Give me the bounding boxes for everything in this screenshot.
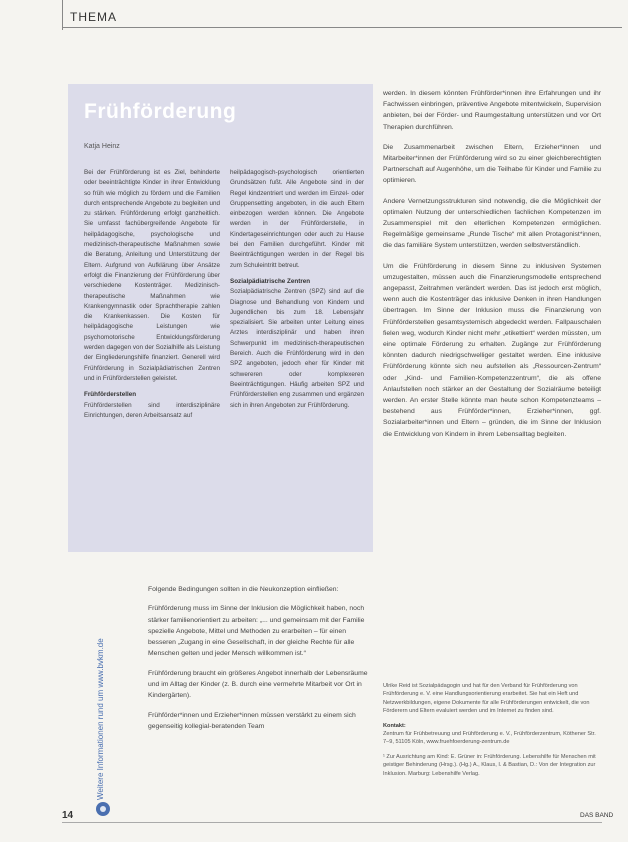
- column-2-body: Sozialpädiatrische Zentren (SPZ) sind auf die Diagnose und Behandlung von Kindern und Jugendlichen bis zum 18. Lebensjahr spezialisiert. Sie arbeiten unter Leitung eines Arztes interdisziplinär und haben ihren Schwerpunkt im medizinisch-therapeutischen Bereich. Auch die Frühförderung wird in den SPZ angeboten, jedoch eher für Kinder mit schwereren oder komplexeren Beeinträchtigungen. Häufig arbeiten SPZ und Frühförderstellen eng zusammen und ergänzen sich in ihren Angeboten zur Frühförderung.: [230, 288, 364, 409]
- right-paragraph: Um die Frühförderung in diesem Sinne zu inklusiven Systemen umzugestalten, müssen auch die Finanzierungsmodelle entsprechend angepasst, Zeitrahmen verändert werden. Das ist jedoch erst möglich, wenn auch die Kostenträger das inklusive Denken in ihren Handlungen übertragen. Im Sinne der Inklusion muss die Finanzierung von Frühförderstellen gesamtsystemisch abgedeckt werden. Fallpauschalen fielen weg, wodurch Kinder nicht mehr „etikettiert“ werden müssten, um eine optimale Förderung zu erhalten. Zugänge zur Frühförderung könnten dadurch niedrigschwelliger gestaltet werden. Eine inklusive Frühförderung könnte sich neu aufstellen als „Ressourcen-Zentrum“ oder „Kind- und Familien-Kompetenzzentrum“, die als offene Anlaufstellen noch stärker an der Gestaltung der Sozialräume beteiligt werden. An erster Stelle könnte man heute schon Kompetenzteams – bestehend aus Frühförder*innen, Erzieher*innen, ggf. Sozialarbeiter*innen und Eltern – gründen, die im Sinne der Inklusion die Entwicklung von Kindern in ihrem Lebensalltag begleiten.: [383, 262, 601, 438]
- vertical-info-link[interactable]: Weitere Informationen rund um www.bvkm.de: [96, 638, 105, 800]
- right-paragraph: werden. In diesem könnten Frühförder*innen ihre Erfahrungen und ihr Fachwissen einbringen, präventive Angebote mitentwickeln, Supervision anbieten, bei der Förder- und Raumgestaltung unterstützen und vor Ort Therapien durchführen.: [383, 90, 601, 131]
- article-title: Frühförderung: [84, 100, 237, 123]
- section-label: THEMA: [70, 10, 117, 24]
- page-number: 14: [62, 810, 74, 821]
- bottom-paragraph: Frühförderung muss im Sinne der Inklusion die Möglichkeit haben, noch stärker familienorientiert zu arbeiten: „... und gemeinsam mit der Familie spezielle Angebote, Mittel und Methoden zu erarbeiten – für einen besseren „Zugang in eine Gesellschaft, in der gleiche Rechte für alle Menschen gelten und jeder Mensch willkommen ist.“: [148, 605, 365, 658]
- footer-rule: [62, 822, 602, 823]
- subheading-fruehfoerderstellen: Frühförderstellen: [84, 391, 137, 399]
- subheading-spz: Sozialpädiatrische Zentren: [230, 277, 311, 285]
- right-paragraph: Andere Vernetzungsstrukturen sind notwendig, die die Möglichkeit der optimalen Nutzung der unterschiedlichen fachlichen Kompetenzen im Zusammenspiel mit den elterlichen Kompetenzen ermöglichen. Regelmäßige gemeinsame „Runde Tische“ mit allen Protagonist*innen, die das familiäre System unterstützen, werden selbstverständlich.: [383, 197, 601, 250]
- contact-text: Zentrum für Frühbetreuung und Frühförderung e. V., Frühförderzentrum, Köthener Str. 7–9, 51105 Köln, www.fruehfoerderung-zentrum.de: [383, 731, 596, 746]
- circle-icon: [96, 802, 110, 816]
- column-1-paragraph: Bei der Frühförderung ist es Ziel, behinderte oder beeinträchtigte Kinder in ihrer Entwicklung so früh wie möglich zu fördern und die Familien durch entsprechende Angebote zu begleiten und zu stärken. Frühförderung erfolgt ganzheitlich. Sie umfasst fachübergreifende Angebote für heilpädagogische, psychologische und medizinisch-therapeutische Maßnahmen sowie die Beratung, Anleitung und Unterstützung der Eltern. Aufgrund von Aufklärung über Ansätze erfolgt die Finanzierung der Frühförderung über verschiedene Kostenträger. Medizinisch-therapeutische Maßnahmen wie Krankengymnastik oder Sprachtherapie zahlen die Krankenkassen. Die Kosten für heilpädagogische Leistungen wie psychomotorische Entwicklungsförderung werden dagegen von der Sozialhilfe als Leistung der Eingliederungshilfe finanziert. Generell wird Frühförderung in Sozialpädiatrischen Zentren und in Frühförderstellen geleistet.: [84, 169, 220, 382]
- right-column: [383, 88, 601, 449]
- footnote: ¹ Zur Ausrichtung am Kind: E. Grüner in: Frühförderung. Lebenshilfe für Menschen mit geistiger Behinderung (Hrsg.). (Hg.) A., Klaus, I. & Bastian, D.: Von der Integration zur Inklusion. Marburg: Lebenshilfe Verlag.: [383, 753, 596, 777]
- publication-name: DAS BAND: [580, 812, 614, 819]
- article-column-1: [84, 168, 220, 427]
- author-info-block: [383, 682, 601, 784]
- article-author: Katja Heinz: [84, 143, 120, 150]
- column-1-tail: Frühförderstellen sind interdisziplinäre Einrichtungen, deren Arbeitsansatz auf: [84, 401, 220, 419]
- bottom-column: [148, 584, 370, 740]
- right-paragraph: Die Zusammenarbeit zwischen Eltern, Erzieher*innen und Mitarbeiter*innen der Frühförderung wird so zu einer gleichberechtigten Partnerschaft auf Augenhöhe, um die Teilhabe für Kinder und Familie zu optimieren.: [383, 143, 601, 185]
- column-2-paragraph: heilpädagogisch-psychologisch orientierten Grundsätzen fußt. Alle Angebote sind in der Regel kindzentriert und werden im Einzel- oder Gruppensetting angeboten, in die auch Eltern einbezogen werden können. Die Angebote werden in der Frühförderstelle, in Kindertageseinrichtungen oder auch zu Hause bei den Familien durchgeführt. Kinder mit Beeinträchtigungen werden in der Regel bis zum Schuleintritt betreut.: [230, 169, 364, 269]
- bottom-paragraph: Frühförderung braucht ein größeres Angebot innerhalb der Lebensräume und im Alltag der Kinder (z. B. durch eine vermehrte Mitarbeit vor Ort in Kindergärten).: [148, 669, 368, 700]
- header-rule: [62, 27, 622, 28]
- header-rule-vertical: [62, 0, 63, 30]
- bottom-paragraph: Folgende Bedingungen sollten in die Neukonzeption einfließen:: [148, 586, 339, 593]
- author-bio: Ulrike Reid ist Sozialpädagogin und hat für den Verband für Frühförderung von Frühförderung e. V. eine Handlungsorientierung erarbeitet. Sie hat ein Heft und Netzwerkbildungen, eigene Dokumente für alle Frühförderungen entwickelt, die von Förderern und Eltern evaluiert werden und im Internet zu finden sind.: [383, 683, 590, 715]
- article-column-2: [230, 168, 364, 417]
- contact-heading: Kontakt:: [383, 722, 406, 729]
- bottom-paragraph: Frühförder*innen und Erzieher*innen müssen verstärkt zu einem sich gegenseitig kollegial-beratenden Team: [148, 711, 356, 730]
